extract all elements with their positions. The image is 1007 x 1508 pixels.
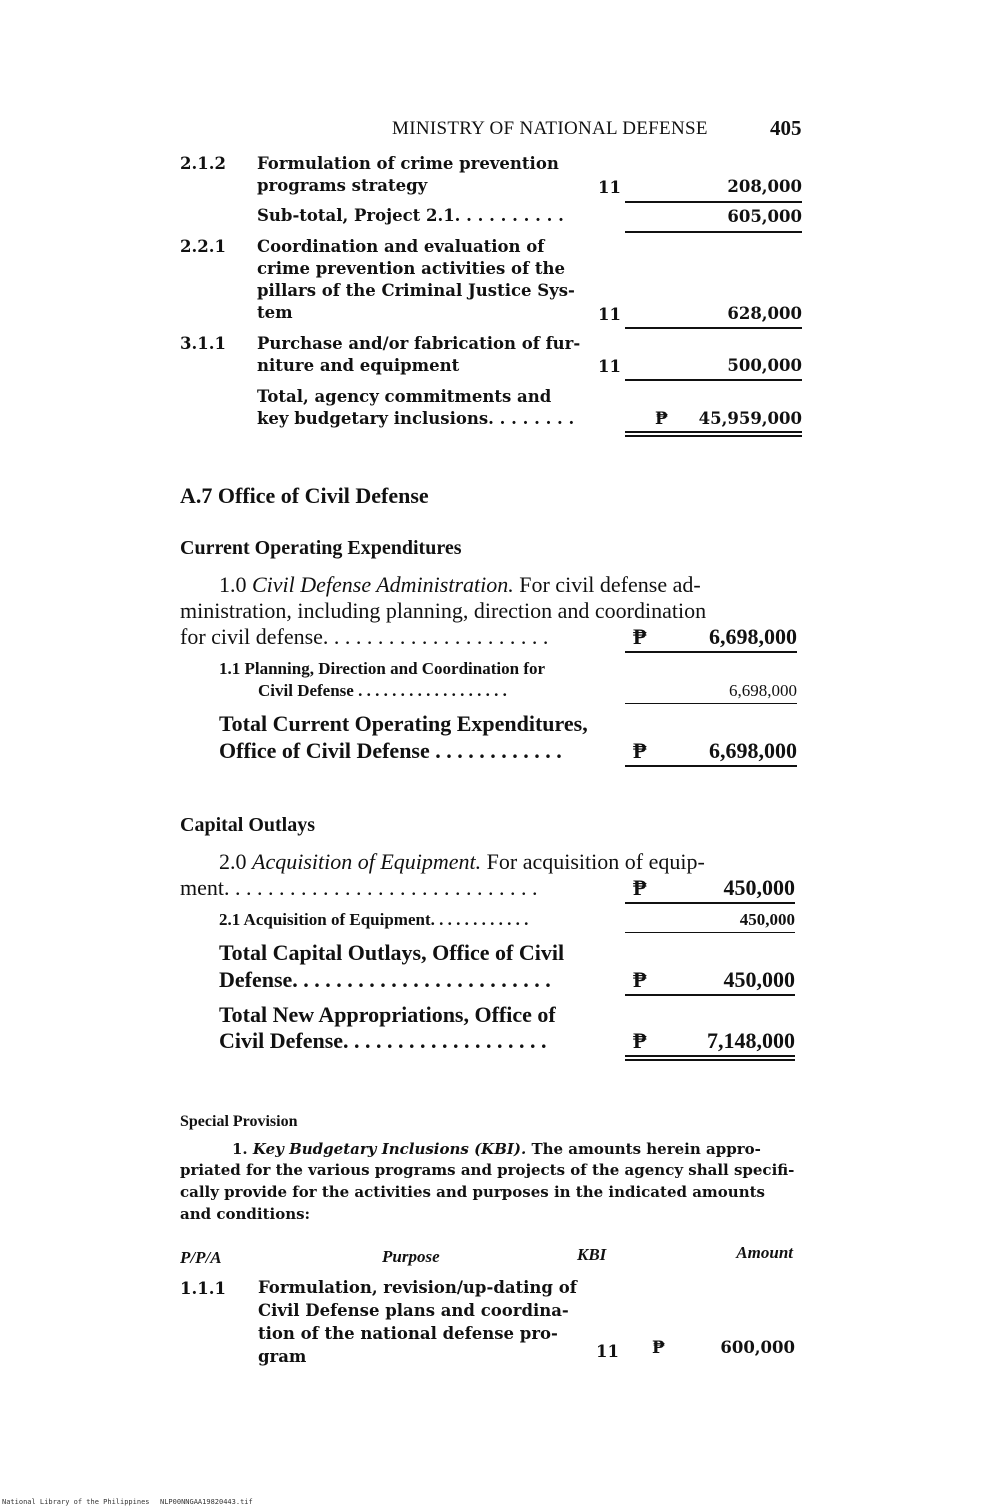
running-header-title: MINISTRY OF NATIONAL DEFENSE [392,118,708,139]
item-text: For acquisition of equip- [481,849,705,874]
total-label: Total, agency commitments and [257,387,552,406]
kbi-code: 1.1.1 [180,1279,226,1298]
kbi-number: 11 [596,1342,619,1361]
column-header-kbi: KBI [577,1245,607,1264]
provision-text-line: priated for the various programs and projects of the agency shall specifi- [180,1161,795,1179]
current-expenditures-heading: Current Operating Expenditures [180,537,462,559]
peso-sign: ₱ [633,624,647,649]
grand-total-label: Total New Appropriations, Office of [219,1002,556,1027]
kbi-number: 11 [598,178,621,197]
column-header-purpose: Purpose [382,1247,440,1266]
appropriation-item [219,572,701,598]
double-underline [625,1055,795,1061]
kbi-purpose-line: crime prevention activities of the [257,259,566,278]
item-number: 1.0 [219,572,247,597]
item-text: For civil defense ad- [513,572,701,597]
kbi-purpose-line: programs strategy [257,176,428,195]
kbi-purpose-line: gram [258,1347,307,1366]
kbi-code: 3.1.1 [180,334,226,353]
underline [625,651,797,653]
total-label: Defense. . . . . . . . . . . . . . . . . . . . . . . . [219,967,551,992]
page-number: 405 [770,116,802,140]
subtotal-label: Sub-total, Project 2.1. . . . . . . . . . [257,206,564,225]
special-provision-heading: Special Provision [180,1113,298,1130]
total-label: Office of Civil Defense . . . . . . . . . . . . [219,738,562,763]
underline [625,703,797,704]
provision-title: Key Budgetary Inclusions (KBI). [252,1140,527,1158]
kbi-purpose-line: niture and equipment [257,356,460,375]
item-title: Civil Defense Administration. [252,572,514,597]
footer-filename: NLP00NNGAA19820443.tif [160,1498,253,1506]
provision-text: The amounts herein appro- [526,1140,761,1158]
subitem-label: 2.1 Acquisition of Equipment. . . . . . . . . . . . [219,910,529,929]
kbi-amount: 208,000 [727,177,802,196]
kbi-purpose-line: Formulation, revision/up-dating of [258,1278,577,1297]
peso-sign: ₱ [655,409,669,428]
subitem-amount: 450,000 [739,910,795,929]
kbi-code: 2.2.1 [180,237,226,256]
subitem-label: Civil Defense . . . . . . . . . . . . . . . . . . [258,681,507,700]
column-header-amount: Amount [736,1243,793,1262]
kbi-number: 11 [598,357,621,376]
kbi-purpose-line: Purchase and/or fabrication of fur- [257,334,581,353]
total-label: Total Capital Outlays, Office of Civil [219,940,565,965]
underline [625,201,802,203]
underline [625,327,802,329]
underline [625,902,795,904]
subitem-label: 1.1 Planning, Direction and Coordination for [219,659,546,678]
total-label: key budgetary inclusions. . . . . . . . [257,409,575,428]
footer-library: National Library of the Philippines [2,1498,150,1506]
provision-text-line: cally provide for the activities and purposes in the indicated amounts [180,1183,765,1201]
peso-sign: ₱ [633,967,647,992]
item-text-line: ministration, including planning, direction and coordination [180,598,707,623]
provision-number: 1. [232,1140,248,1158]
total-label: Total Current Operating Expenditures, [219,711,588,736]
kbi-purpose-line: Civil Defense plans and coordina- [258,1301,569,1320]
item-number: 2.0 [219,849,247,874]
kbi-amount: 628,000 [727,304,802,323]
total-amount: 450,000 [723,967,795,992]
kbi-purpose-line: Formulation of crime prevention [257,154,559,173]
peso-sign: ₱ [633,875,647,900]
column-header-ppa: P/P/A [180,1248,222,1267]
underline [625,932,795,933]
provision-text-line: and conditions: [180,1205,311,1223]
kbi-code: 2.1.2 [180,154,226,173]
subtotal-amount: 605,000 [727,207,802,226]
kbi-purpose-line: pillars of the Criminal Justice Sys- [257,281,575,300]
underline [625,231,802,233]
appropriation-item [219,849,705,875]
grand-total-label: Civil Defense. . . . . . . . . . . . . . . . . . . [219,1028,547,1053]
item-text-line: ment. . . . . . . . . . . . . . . . . . . . . . . . . . . . . [180,875,538,900]
kbi-purpose-line: tion of the national defense pro- [258,1324,558,1343]
item-amount: 450,000 [723,875,795,900]
underline [625,994,795,996]
kbi-purpose-line: tem [257,303,293,322]
kbi-number: 11 [598,305,621,324]
item-title: Acquisition of Equipment. [252,849,482,874]
peso-sign: ₱ [652,1338,666,1357]
total-amount: 45,959,000 [698,409,802,428]
capital-outlays-heading: Capital Outlays [180,814,316,836]
peso-sign: ₱ [633,1028,647,1053]
item-amount: 6,698,000 [709,624,797,649]
subitem-amount: 6,698,000 [729,681,797,700]
total-amount: 6,698,000 [709,738,797,763]
kbi-amount: 600,000 [720,1338,795,1357]
section-title: A.7 Office of Civil Defense [180,483,429,508]
item-text-line: for civil defense. . . . . . . . . . . . . . . . . . . . . [180,624,549,649]
kbi-purpose-line: Coordination and evaluation of [257,237,545,256]
double-underline [625,431,802,437]
peso-sign: ₱ [633,738,647,763]
grand-total-amount: 7,148,000 [707,1028,795,1053]
underline [625,379,802,381]
kbi-amount: 500,000 [727,356,802,375]
underline [625,765,797,767]
provision-paragraph [232,1139,761,1161]
